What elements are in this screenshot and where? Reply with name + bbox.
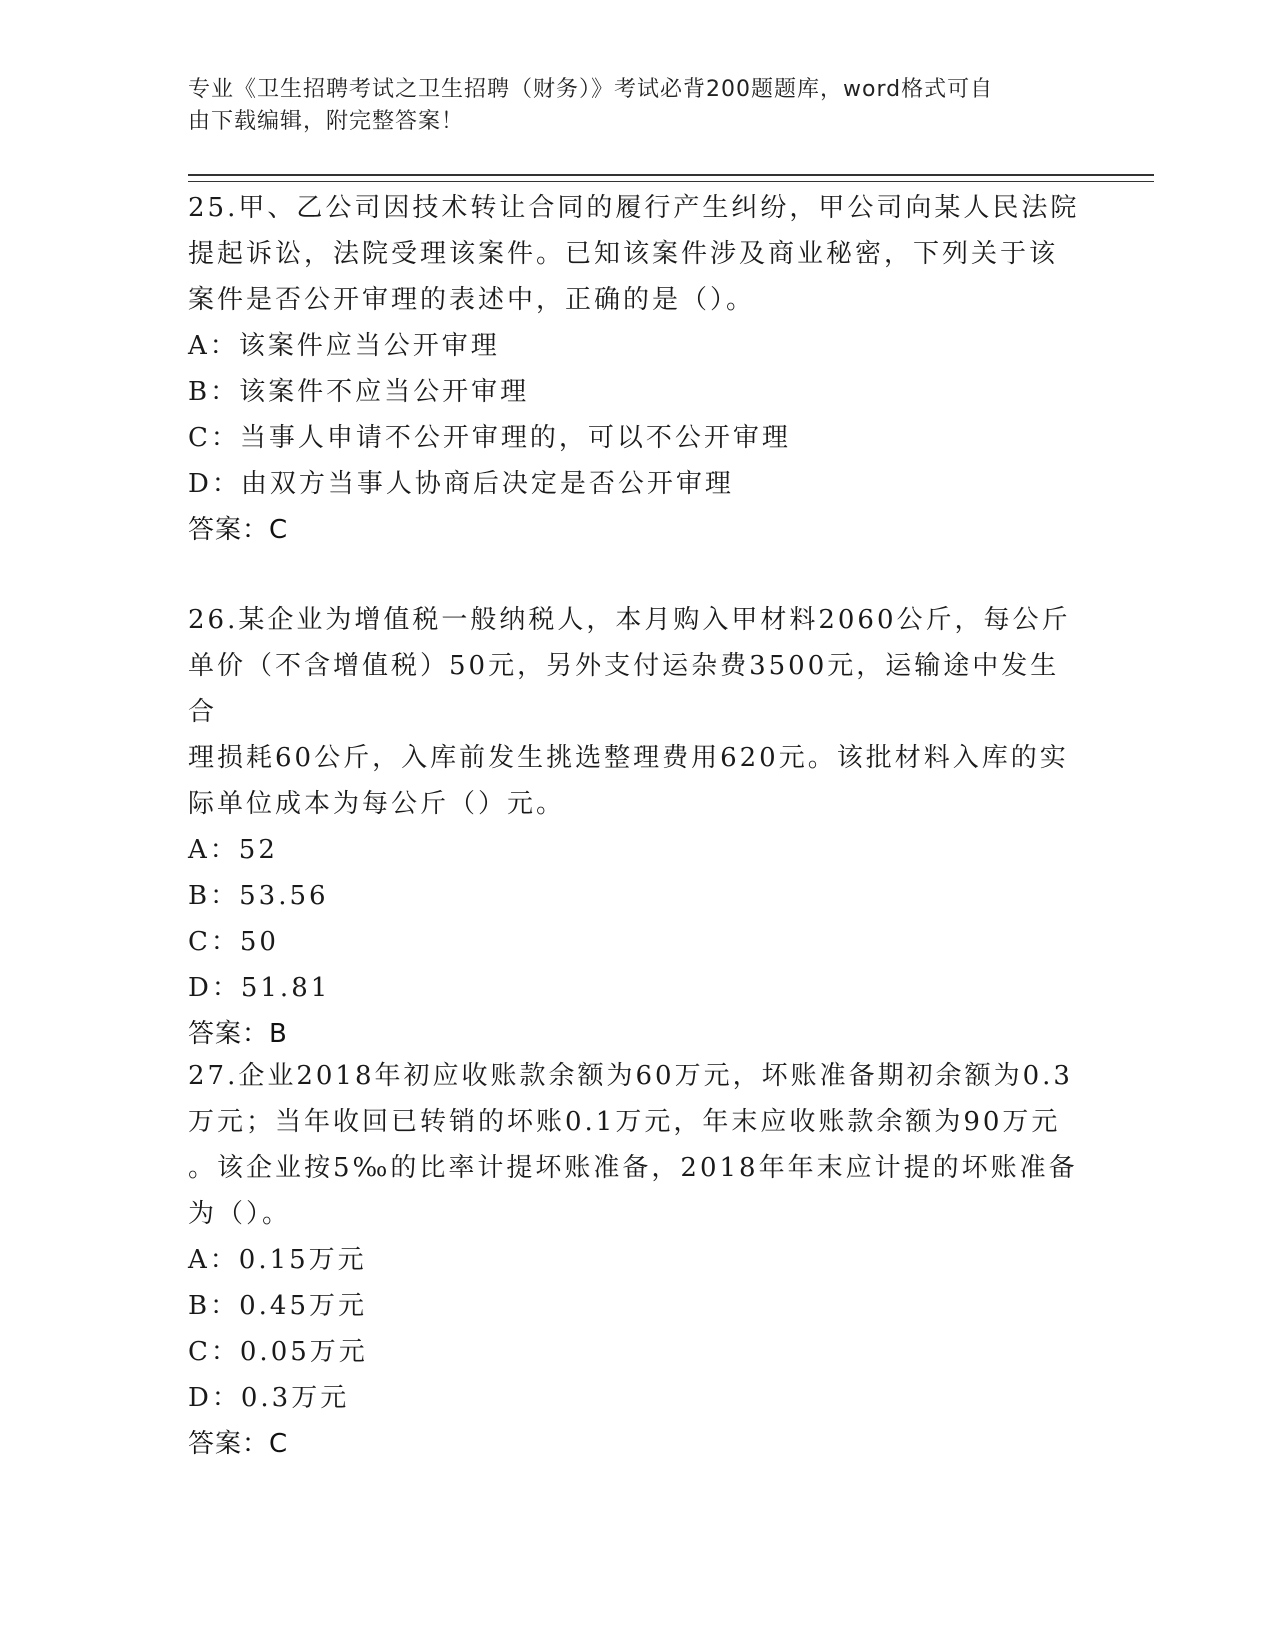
question-stem-line: 提起诉讼，法院受理该案件。已知该案件涉及商业秘密，下列关于该 (188, 239, 1059, 269)
option-b: B：53.56 (188, 881, 329, 911)
option-a: A：52 (188, 835, 278, 865)
header-line-1: 专业《卫生招聘考试之卫生招聘（财务）》考试必背200题题库，word格式可自 (188, 77, 994, 102)
document-header (188, 74, 1068, 138)
answer: 答案：C (188, 515, 289, 545)
answer: 答案：B (188, 1019, 288, 1049)
header-divider-thin (188, 181, 1154, 182)
option-d: D：0.3万元 (188, 1383, 350, 1413)
question-stem-line: 25.甲、乙公司因技术转让合同的履行产生纠纷，甲公司向某人民法院 (188, 193, 1080, 223)
option-b: B：0.45万元 (188, 1291, 367, 1321)
question-stem-line: 际单位成本为每公斤（）元。 (188, 789, 566, 819)
header-line-2: 由下载编辑，附完整答案！ (188, 109, 465, 134)
question-stem-line: 理损耗60公斤，入库前发生挑选整理费用620元。该批材料入库的实 (188, 743, 1069, 773)
question-stem-line: 为（）。 (188, 1199, 292, 1229)
option-c: C：0.05万元 (188, 1337, 368, 1367)
option-c: C：50 (188, 927, 279, 957)
option-c: C：当事人申请不公开审理的，可以不公开审理 (188, 423, 791, 453)
question-stem-line: 案件是否公开审理的表述中，正确的是（）。 (188, 285, 756, 315)
question-26 (188, 597, 1088, 1057)
option-b: B：该案件不应当公开审理 (188, 377, 530, 407)
question-27 (188, 1053, 1088, 1467)
option-d: D：由双方当事人协商后决定是否公开审理 (188, 469, 734, 499)
option-a: A：0.15万元 (188, 1245, 367, 1275)
option-d: D：51.81 (188, 973, 331, 1003)
question-stem-line: 27.企业2018年初应收账款余额为60万元，坏账准备期初余额为0.3 (188, 1061, 1073, 1091)
header-divider-thick (188, 174, 1154, 176)
question-stem-line: 。该企业按5‰的比率计提坏账准备，2018年年末应计提的坏账准备 (188, 1153, 1078, 1183)
question-25 (188, 185, 1088, 553)
option-a: A：该案件应当公开审理 (188, 331, 500, 361)
answer: 答案：C (188, 1429, 289, 1459)
question-stem-line: 万元；当年收回已转销的坏账0.1万元，年末应收账款余额为90万元 (188, 1107, 1061, 1137)
question-stem-line: 单价（不含增值税）50元，另外支付运杂费3500元，运输途中发生合 (188, 651, 1060, 727)
question-stem-line: 26.某企业为增值税一般纳税人，本月购入甲材料2060公斤，每公斤 (188, 605, 1071, 635)
